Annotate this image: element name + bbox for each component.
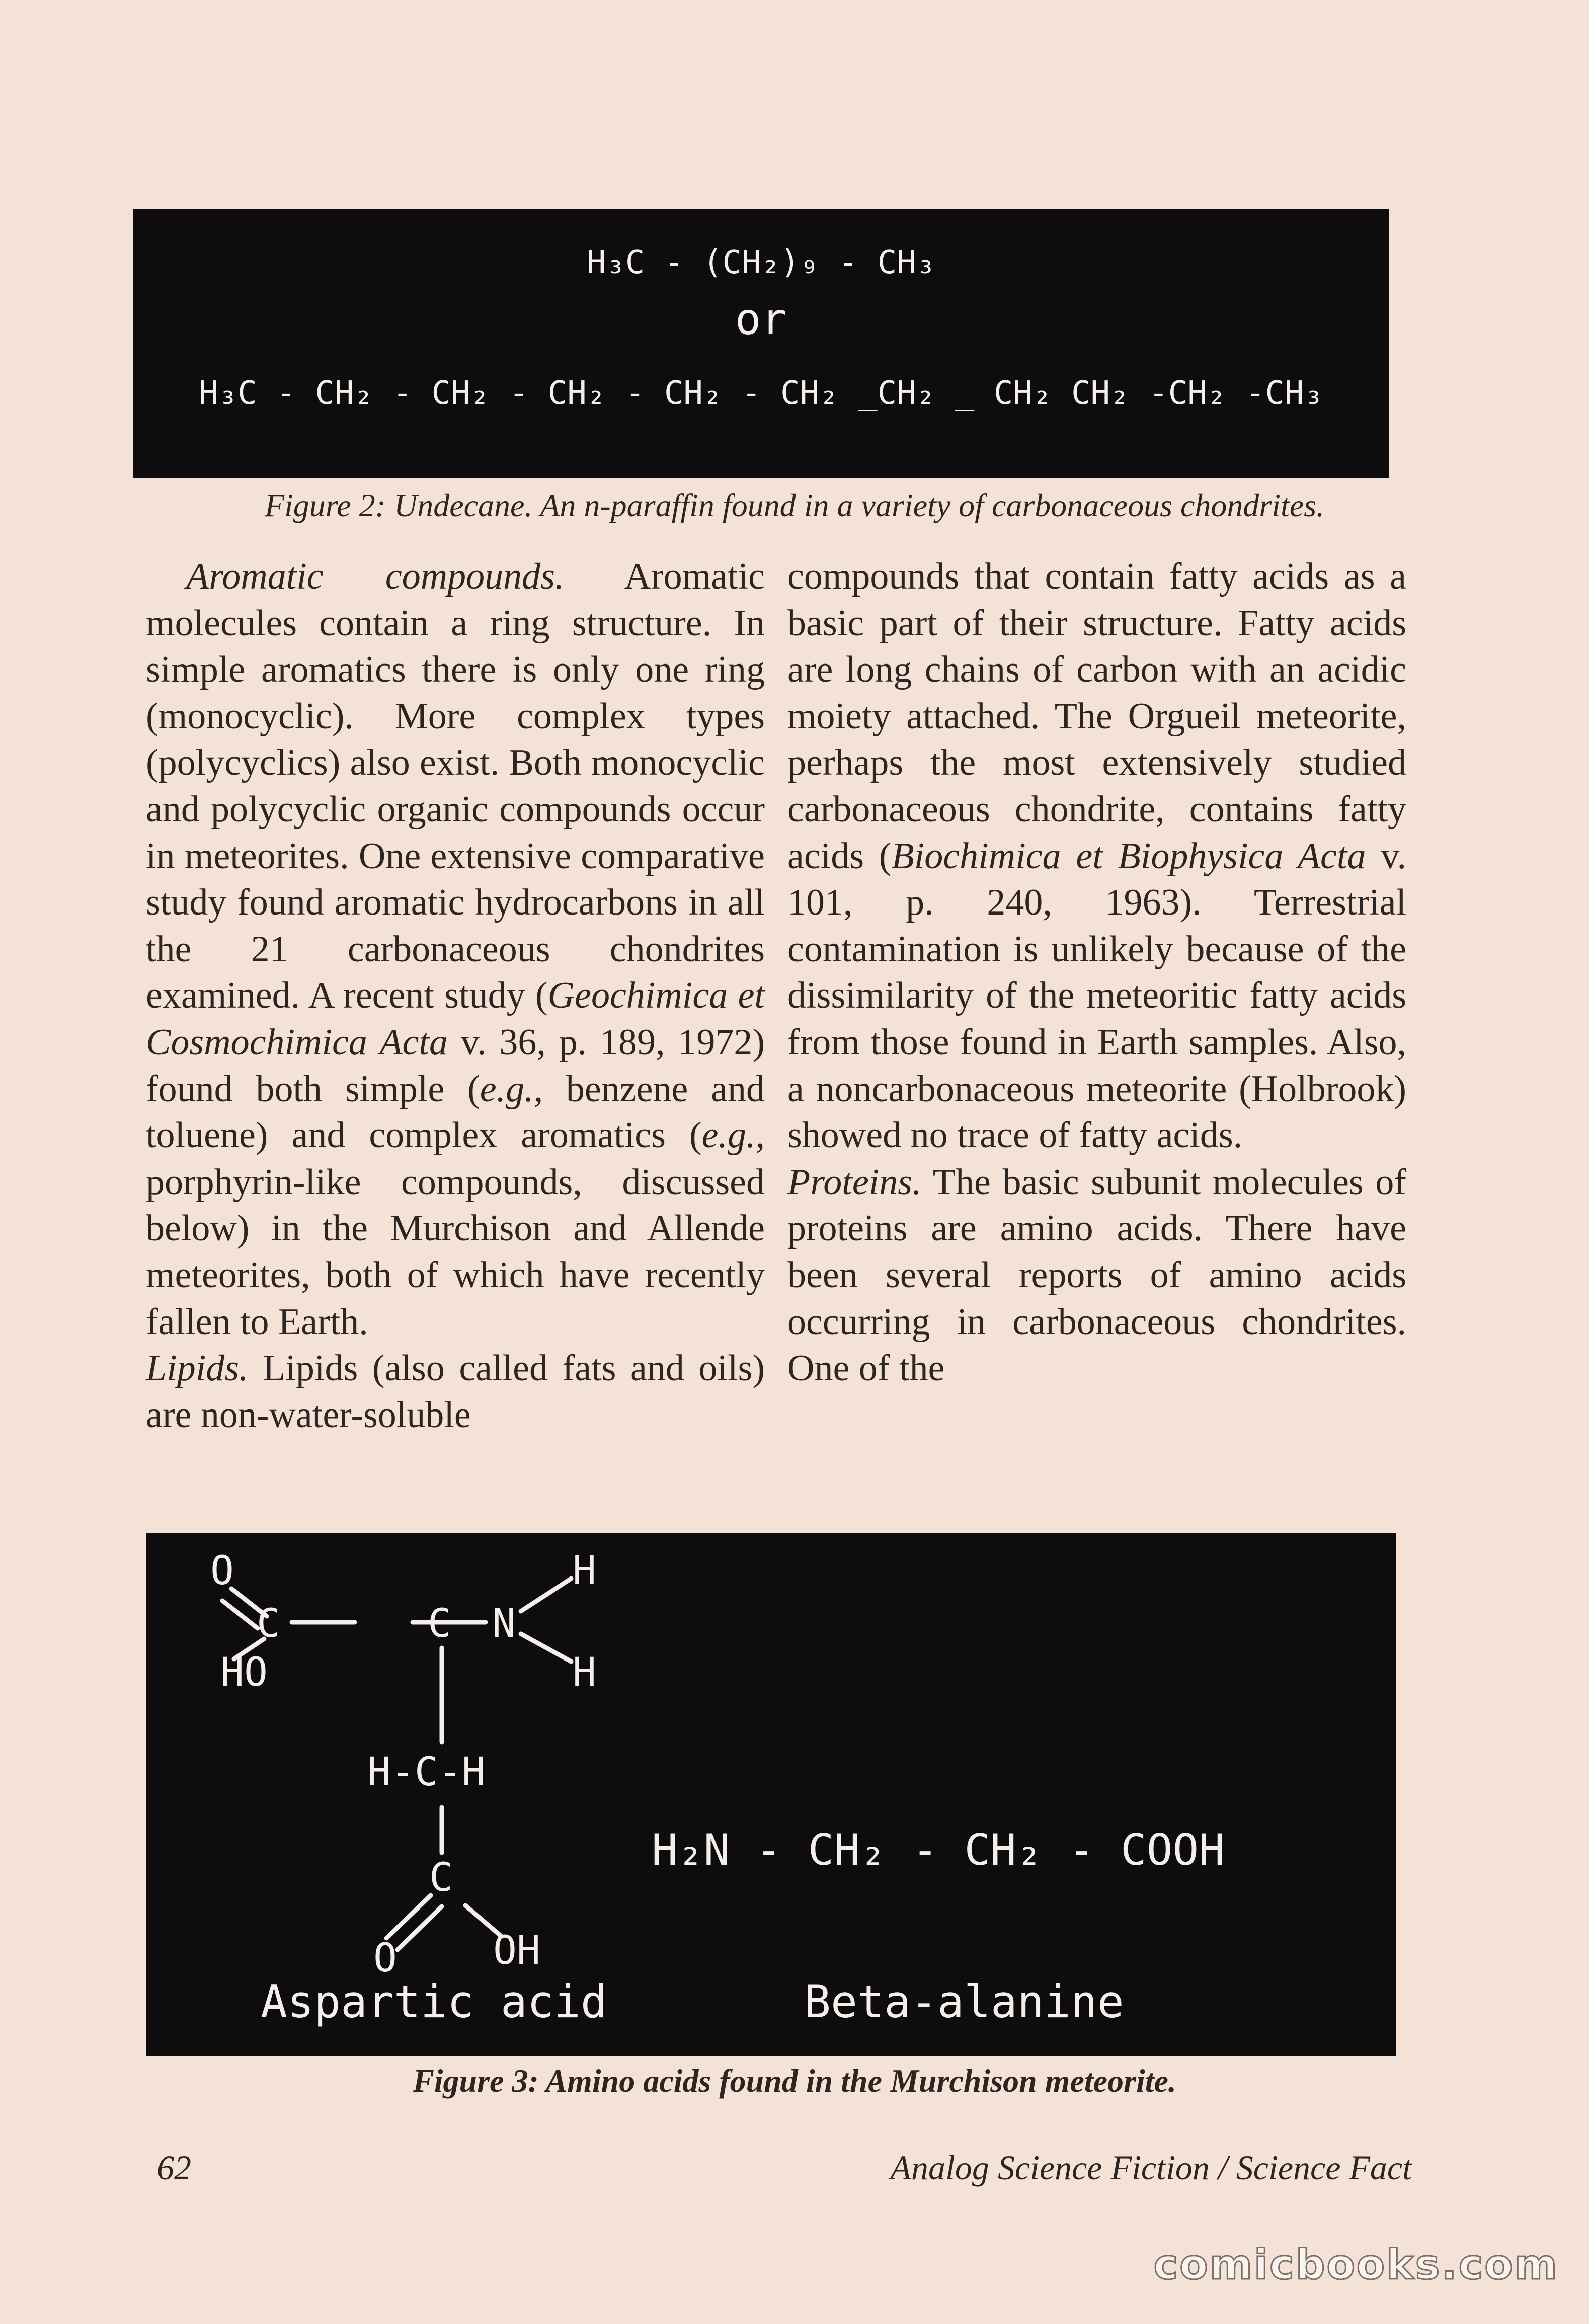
paragraph-lipids [146,1345,765,1438]
group-ho: HO [220,1650,268,1695]
group-oh: OH [493,1928,540,1973]
double-bond-bot-b [398,1906,442,1950]
heading-proteins: Proteins. [787,1161,922,1203]
magazine-name: Analog Science Fiction / Science Fact [890,2148,1412,2187]
watermark: comicbooks.com [1153,2241,1559,2289]
atom-o-bottom: O [373,1936,397,1981]
left-column [146,553,765,1438]
group-h-c-h: H-C-H [367,1750,486,1795]
bond-n-h-bot [521,1634,571,1662]
figure-3-amino-acids [146,1533,1396,2056]
atom-h-top: H [573,1548,596,1594]
text: v. 101, p. 240, 1963). Terrestrial contamination is unlikely because of the dissimilarity of the meteoritic fatty acids from those found in Earth samples. Also, a noncarbonaceous meteorite (Holbrook) showed no trace of fatty acids. [787,835,1406,1156]
text: compounds that contain fatty acids as a basic part of their structure. Fatty acids are long chains of carbon with an acidic moiety attached. The Orgueil meteorite, perhaps the most extensively studied carbonaceous chondrite, contains fatty acids ( [787,556,1406,877]
right-column [787,553,1406,1392]
text: porphyrin-like compounds, discussed below) in the Murchison and Allende meteorites, both of which have recently fallen to Earth. [146,1161,765,1343]
paragraph-aromatic [146,553,765,1345]
bond-n-h-top [521,1579,571,1611]
atom-n: N [492,1601,516,1646]
beta-alanine-formula: H₂N - CH₂ - CH₂ - COOH [652,1825,1225,1875]
reference-title: Biochimica et Biophysica Acta [891,835,1366,877]
figure-3-caption: Figure 3: Amino acids found in the Murchison meteorite. [413,2063,1176,2099]
figure-2-undecane [133,209,1389,478]
text: v. 36, p. 189, 1972) found both simple ( [146,1021,765,1110]
atom-h-bottom: H [573,1650,596,1695]
undecane-expanded-formula: H₃C - CH₂ - CH₂ - CH₂ - CH₂ - CH₂ _CH₂ _ CH₂ CH₂ -CH₂ -CH₃ [199,375,1323,412]
paragraph-lipids-continued [787,553,1406,1159]
text: e.g., [701,1115,765,1156]
heading-aromatic: Aromatic compounds. [186,556,565,597]
aspartic-acid-label: Aspartic acid [261,1976,607,2028]
or-label: or [735,294,787,345]
beta-alanine-label: Beta-alanine [804,1976,1124,2028]
text: benzene and toluene) and complex aromatics ( [146,1068,765,1156]
figure-2-caption: Figure 2: Undecane. An n-paraffin found in a variety of carbonaceous chondrites. [264,487,1325,523]
paragraph-proteins [787,1159,1406,1392]
undecane-condensed-formula: H₃C - (CH₂)₉ - CH₃ [586,244,936,281]
double-bond-bot-a [386,1895,431,1938]
heading-lipids: Lipids. [146,1348,249,1389]
reference-title: Geochimica et Cosmochimica Acta [146,975,765,1063]
page-number: 62 [157,2148,191,2187]
text: Lipids (also called fats and oils) are non-water-soluble [146,1348,765,1436]
atom-o-top: O [210,1548,234,1594]
atom-c3: C [429,1855,453,1900]
text: e.g., [480,1068,543,1110]
atom-c2: C [428,1601,451,1646]
atom-c1: C [257,1601,280,1646]
text: Aromatic molecules contain a ring structure. In simple aromatics there is only one ring (monocyclic). More complex types (polycyclics) also exist. Both monocyclic and polycyclic organic compounds occur in meteorites. One extensive comparative study found aromatic hydrocarbons in all the 21 carbonaceous chondrites examined. A recent study ( [146,556,765,1017]
text: The basic subunit molecules of proteins are amino acids. There have been several reports of amino acids occurring in carbonaceous chondrites. One of the [787,1161,1406,1389]
